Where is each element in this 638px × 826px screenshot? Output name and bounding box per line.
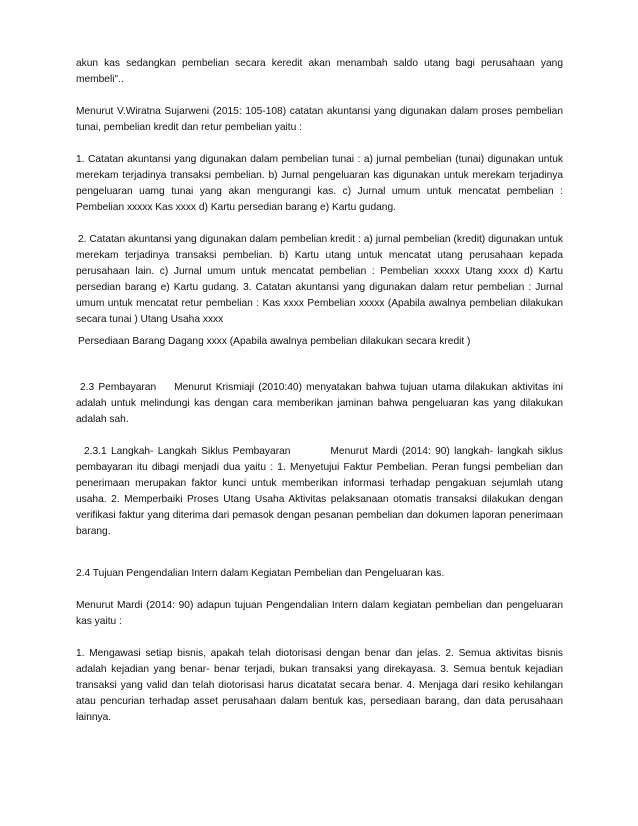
section-heading-langkah: 2.3.1 Langkah- Langkah Siklus Pembayaran xyxy=(84,446,291,457)
section-body-pembayaran: Menurut Krismiaji (2010:40) menyatakan bahwa tujuan utama dilakukan aktivitas ini adalah untuk melindungi kas dengan cara memberikan jaminan bahwa pengeluaran kas yang dilakukan adalah sah. xyxy=(76,382,563,425)
section-heading-pembayaran: 2.3 Pembayaran xyxy=(80,382,157,393)
paragraph-section-2-3-1 xyxy=(76,444,563,540)
section-heading-2-4: 2.4 Tujuan Pengendalian Intern dalam Kegiatan Pembelian dan Pengeluaran kas. xyxy=(76,568,445,579)
paragraph-sujarweni: Menurut V.Wiratna Sujarweni (2015: 105-108) catatan akuntansi yang digunakan dalam proses pembelian tunai, pembelian kredit dan retur pembelian yaitu : xyxy=(76,106,563,133)
paragraph-persediaan: Persediaan Barang Dagang xxxx (Apabila awalnya pembelian dilakukan secara kredit ) xyxy=(78,336,471,347)
paragraph-mardi-tujuan: Menurut Mardi (2014: 90) adapun tujuan Pengendalian Intern dalam kegiatan pembelian dan pengeluaran kas yaitu : xyxy=(76,600,563,627)
paragraph-cash-purchase-records: 1. Catatan akuntansi yang digunakan dalam pembelian tunai : a) jurnal pembelian (tunai) digunakan untuk merekam terjadinya transaksi pembelian. b) Jurnal pengeluaran kas digunakan untuk merekam terjadinya pengeluaran uamg tunai yang akan mengurangi kas. c) Jurnal umum untuk mencatat pembelian : Pembelian xxxxx Kas xxxx d) Kartu persedian barang e) Kartu gudang. xyxy=(76,154,563,213)
paragraph-intro-continuation: akun kas sedangkan pembelian secara keredit akan menambah saldo utang bagi perusahaan yang membeli".. xyxy=(76,58,563,85)
document-page xyxy=(76,56,563,742)
paragraph-credit-purchase-records: 2. Catatan akuntansi yang digunakan dalam pembelian kredit : a) jurnal pembelian (kredit) digunakan untuk merekam terjadinya transaksi pembelian. b) Kartu utang untuk mencatat utang perusahaan kepada perusahaan lain. c) Jurnal umum untuk mencatat pembelian : Pembelian xxxxx Utang xxxx d) Kartu persedian barang e) Kartu gudang. 3. Catatan akuntansi yang digunakan dalam retur pembelian : Jurnal umum untuk mencatat retur pembelian : Kas xxxx Pembelian xxxxx (Apabila awalnya pembelian dilakukan secara tunai ) Utang Usaha xxxx xyxy=(76,234,563,325)
paragraph-tujuan-list: 1. Mengawasi setiap bisnis, apakah telah diotorisasi dengan benar dan jelas. 2. Semua aktivitas bisnis adalah kejadian yang benar- benar terjadi, bukan transaksi yang direkayasa. 3. Semua bentuk kejadian transaksi yang valid dan telah diotorisasi harus dicatatat secara benar. 4. Menjaga dari resiko kehilangan atau pencurian terhadap asset perusahaan dalam bentuk kas, persediaan barang, dan data perusahaan lainnya. xyxy=(76,648,563,723)
paragraph-section-2-3 xyxy=(76,380,563,428)
section-body-langkah: Menurut Mardi (2014: 90) langkah- langkah siklus pembayaran itu dibagi menjadi dua yaitu : 1. Menyetujui Faktur Pembelian. Peran fungsi pembelian dan penerimaan merupakan faktor kunci untuk memberikan informasi terhadap pengakuan sejumlah utang usaha. 2. Memperbaiki Proses Utang Usaha Aktivitas pelaksanaan otomatis transaksi dilakukan dengan verifikasi faktur yang diterima dari pemasok dengan pesanan pembelian dan dokumen laporan penerimaan barang. xyxy=(76,446,563,537)
